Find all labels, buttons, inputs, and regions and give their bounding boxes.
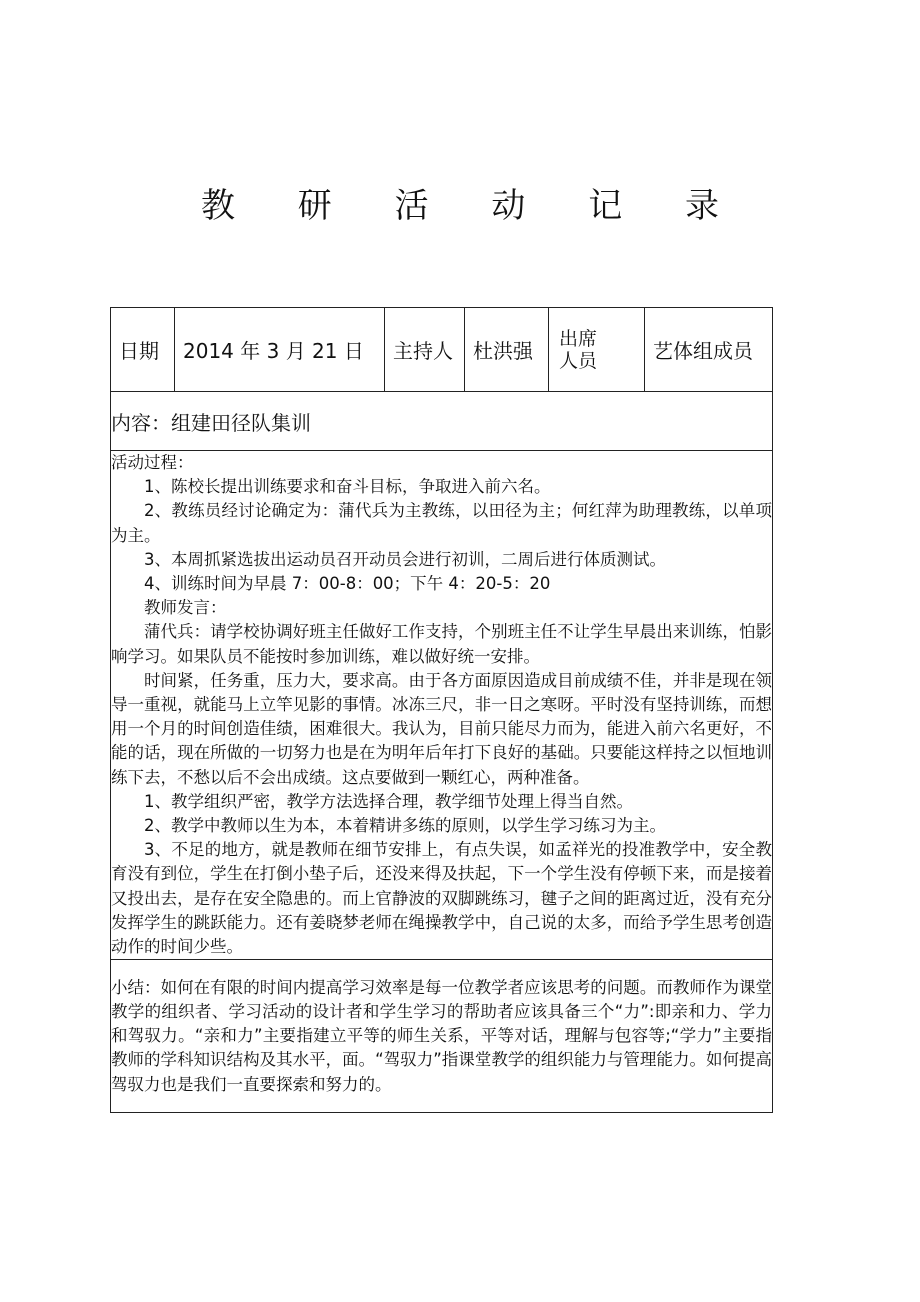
page-title: 教 研 活 动 记 录: [200, 186, 746, 226]
process-paragraph: 1、教学组织严密，教学方法选择合理，教学细节处理上得当自然。: [144, 791, 633, 811]
process-cell: [111, 451, 773, 960]
process-paragraph: 1、陈校长提出训练要求和奋斗目标，争取进入前六名。: [144, 477, 551, 497]
process-paragraph: 3、本周抓紧选拔出运动员召开动员会进行初训，二周后进行体质测试。: [144, 549, 666, 569]
summary-row: [111, 960, 773, 1113]
process-paragraph: 2、教学中教师以生为本，本着精讲多练的原则，以学生学习练习为主。: [144, 816, 666, 836]
summary-cell: [111, 960, 773, 1113]
attendees-label-line-2: 人员: [559, 349, 598, 372]
header-row: [111, 308, 773, 392]
process-paragraph: 2、教练员经讨论确定为：蒲代兵为主教练，以田径为主；何红萍为助理教练，以单项为主。: [111, 501, 772, 545]
process-paragraph: 时间紧，任务重，压力大，要求高。由于各方面原因造成目前成绩不佳，并非是现在领导一重视，就能马上立竿见影的事情。冰冻三尺，非一日之寒呀。平时没有坚持训练，而想用一个月的时间创造佳绩，困难很大。我认为，目前只能尽力而为，能进入前六名更好，不能的话，现在所做的一切努力也是在为明年后年打下良好的基础。只要能这样持之以恒地训练下去，不愁以后不会出成绩。这点要做到一颗红心，两种准备。: [111, 670, 772, 787]
summary-text: 小结：如何在有限的时间内提高学习效率是每一位教学者应该思考的问题。而教师作为课堂教学的组织者、学习活动的设计者和学生学习的帮助者应该具备三个“力”:即亲和力、学力和驾驭力。“亲和力”主要指建立平等的师生关系，平等对话，理解与包容等;“学力”主要指教师的学科知识结构及其水平，面。“驾驭力”指课堂教学的组织能力与管理能力。如何提高驾驭力也是我们一直要探索和努力的。: [111, 977, 772, 1094]
attendees-value: 艺体组成员: [645, 308, 773, 392]
content-text: 内容：组建田径队集训: [111, 392, 773, 451]
process-heading: 活动过程：: [111, 453, 194, 472]
date-label: 日期: [111, 308, 175, 392]
host-label: 主持人: [385, 308, 465, 392]
attendees-label: [549, 308, 645, 392]
process-paragraph: 3、不足的地方，就是教师在细节安排上，有点失误，如孟祥光的投准教学中，安全教育没有到位，学生在打倒小垫子后，还没来得及扶起，下一个学生没有停顿下来，而是接着又投出去，是存在安全隐患的。而上官静波的双脚跳练习，毽子之间的距离过近，没有充分发挥学生的跳跃能力。还有姜晓梦老师在绳操教学中，自己说的太多，而给予学生思考创造动作的时间少些。: [111, 840, 772, 957]
teacher-remarks-heading: 教师发言：: [144, 598, 227, 618]
process-paragraph: 4、训练时间为早晨 7：00-8：00；下午 4：20-5：20: [144, 574, 551, 594]
process-row: [111, 451, 773, 960]
process-paragraph: 蒲代兵：请学校协调好班主任做好工作支持，个别班主任不让学生早晨出来训练，怕影响学习。如果队员不能按时参加训练，难以做好统一安排。: [111, 622, 772, 666]
host-value: 杜洪强: [465, 308, 549, 392]
content-row: [111, 392, 773, 451]
record-table: [110, 307, 773, 1113]
attendees-label-line-1: 出席: [559, 327, 598, 350]
date-value: 2014 年 3 月 21 日: [175, 308, 385, 392]
